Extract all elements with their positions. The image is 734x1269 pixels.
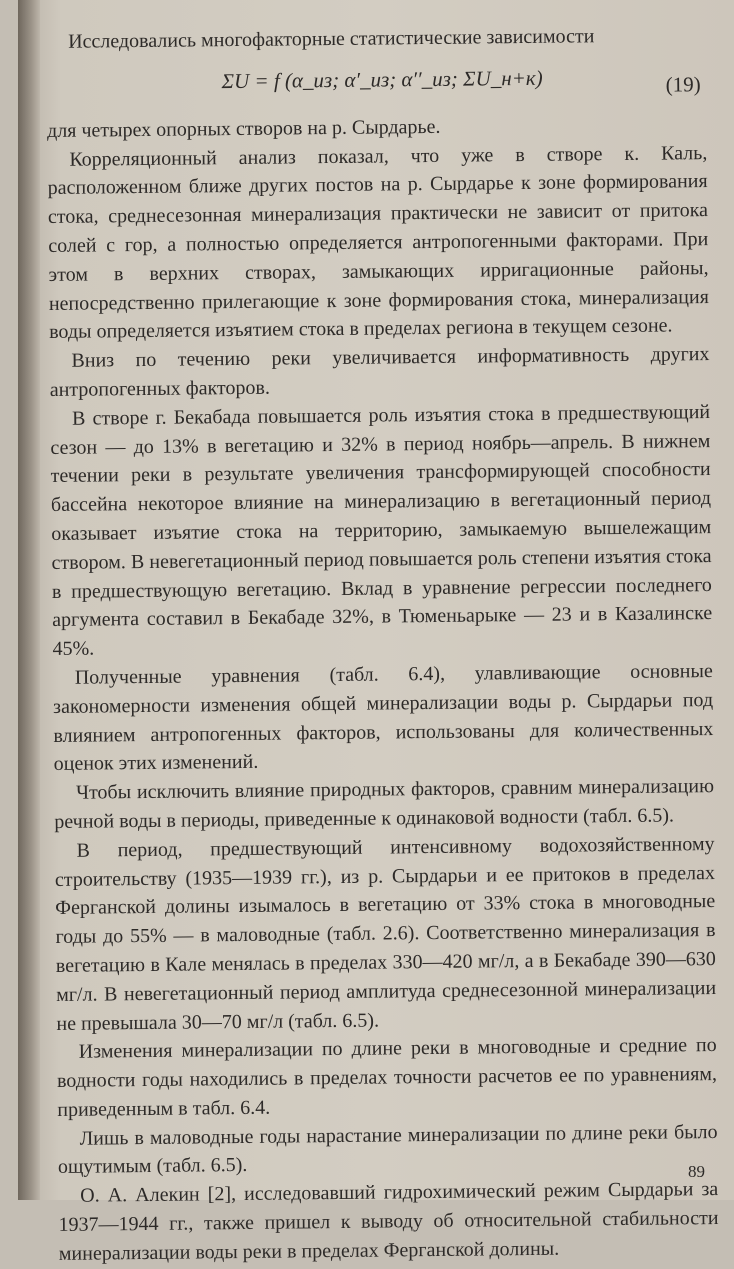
body-paragraph: Вниз по течению реки увеличивается информативность других антропогенных факторов. bbox=[49, 343, 710, 401]
page-number: 89 bbox=[688, 1162, 705, 1181]
body-paragraph: В створе г. Бекабада повышается роль изъятия стока в предшествующий сезон — до 13% в вегетацию и 32% в период ноябрь—апрель. В нижнем течении реки в результате увеличения трансформирующей способности бассейна некоторое влияние на минерализацию в вегетационный период оказывает изъятие стока на территорию, замыкаемую вышележащим створом. В невегетационный период повышается роль степени изъятия стока в предшествующую вегетацию. Вклад в уравнение регрессии последнего аргумента составил в Бекабаде 32%, в Тюменьарыке — 23 и в Казалинске 45%. bbox=[50, 400, 713, 661]
body-paragraph: Изменения минерализации по длине реки в многоводные и средние по водности годы находились в пределах точности расчетов ее по уравнениям, приведенным в табл. 6.4. bbox=[56, 1034, 718, 1121]
page-text bbox=[46, 21, 719, 1269]
body-paragraph: О. А. Алекин [2], исследовавший гидрохимический режим Сырдарьи за 1937—1944 гг., также пришел к выводу об относительной стабильности минерализации воды реки в пределах Ферганской долины. bbox=[58, 1178, 719, 1265]
body-paragraph: для четырех опорных створов на р. Сырдарье. bbox=[46, 115, 441, 142]
body-paragraph: В период, предшествующий интенсивному водохозяйственному строительству (1935—1939 гг.), из р. Сырдарьи и ее притоков в пределах Ферганской долины изымалось в вегетацию от 33% стока в многоводные годы до 55% — в маловодные (табл. 2.6). Соответственно минерализация в вегетацию в Кале менялась в пределах 330—420 мг/л, а в Бекабаде 390—630 мг/л. В невегетационный период амплитуда среднесезонной минерализации не превышала 30—70 мг/л (табл. 6.5). bbox=[54, 832, 717, 1035]
intro-paragraph: Исследовались многофакторные статистические зависимости bbox=[68, 25, 595, 53]
body-paragraph: Полученные уравнения (табл. 6.4), улавливающие основные закономерности изменения общей минерализации воды р. Сырдарьи под влиянием антропогенных факторов, использованы для количественных оценок этих изменений. bbox=[52, 659, 714, 776]
body-paragraph: Корреляционный анализ показал, что уже в створе к. Каль, расположенном ближе других постов на р. Сырдарье к зоне формирования стока, среднесезонная минерализация практически не зависит от притока солей с гор, а полностью определяется антропогенными факторами. При этом в верхних створах, замыкающих ирригационные районы, непосредственно прилегающие к зоне формирования стока, минерализация воды определяется изъятием стока в пределах региона в текущем сезоне. bbox=[47, 141, 709, 344]
book-gutter bbox=[18, 0, 40, 1200]
equation: ΣU = f (α_из; α′_из; α′′_из; ΣU_н+к) bbox=[221, 65, 543, 93]
body-paragraph: Чтобы исключить влияние природных факторов, сравним минерализацию речной воды в периоды, приведенные к одинаковой водности (табл. 6.5). bbox=[54, 775, 715, 833]
equation-number: (19) bbox=[665, 71, 701, 97]
body-paragraph: Лишь в маловодные годы нарастание минерализации по длине реки было ощутимым (табл. 6.5). bbox=[57, 1120, 718, 1179]
equation-block bbox=[46, 50, 707, 117]
